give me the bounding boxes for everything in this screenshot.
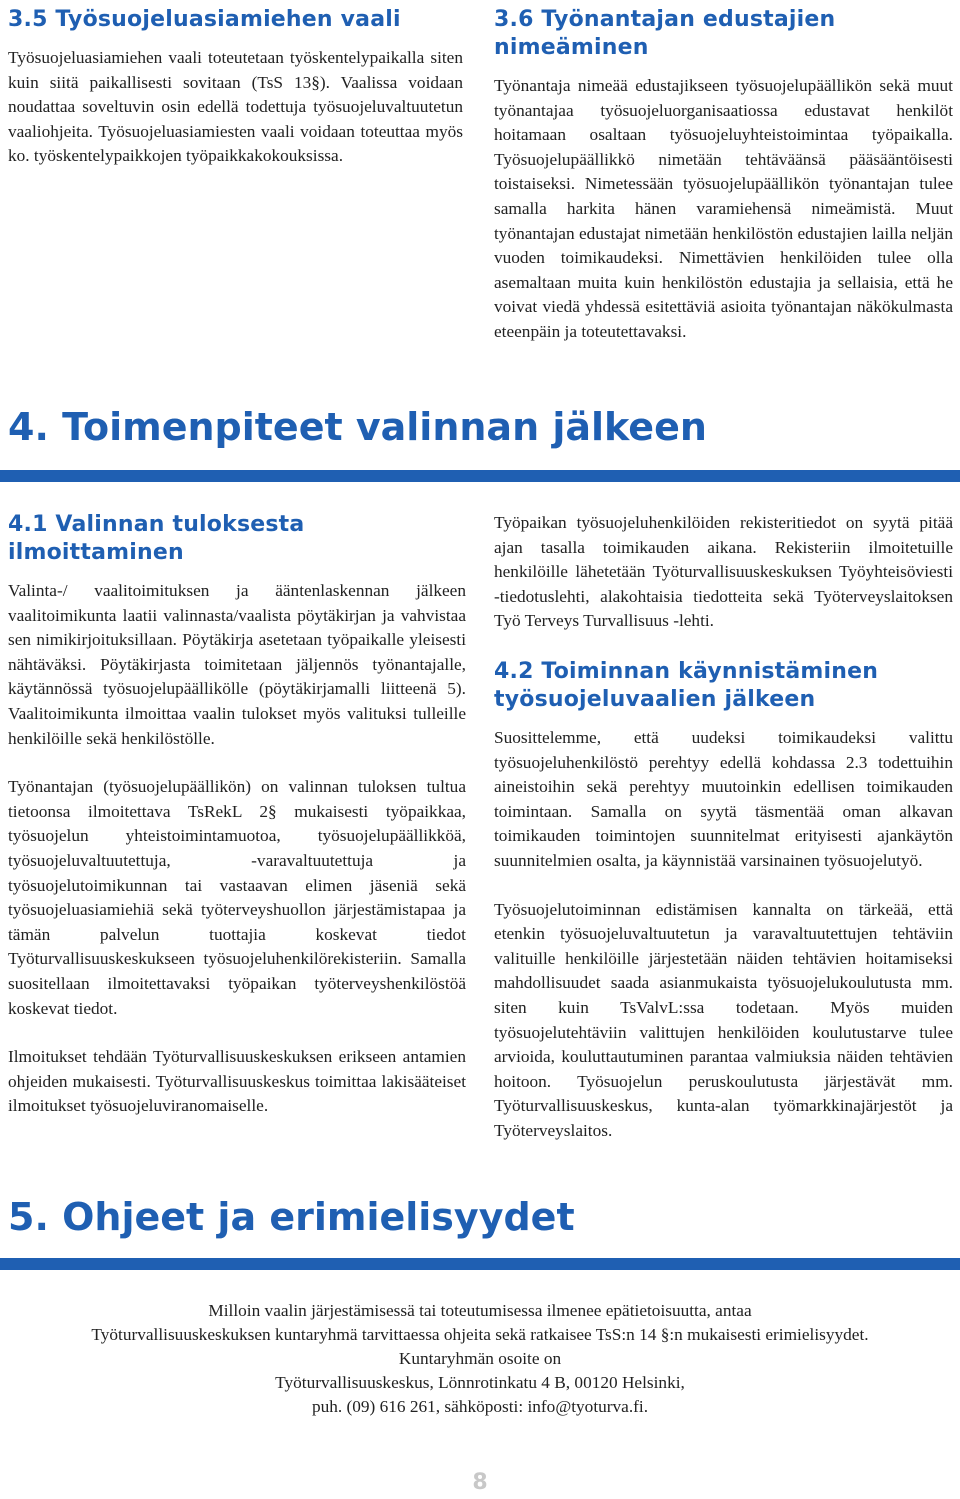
chapter-5-heading: 5. Ohjeet ja erimielisyydet xyxy=(8,1195,575,1239)
section-3-6-heading: 3.6 Työnantajan edustajien nimeäminen xyxy=(494,7,836,60)
section-3-5-paragraph: Työsuojeluasiamiehen vaali toteutetaan työskentelypaikalla siten kuin siitä paikallisesti sovitaan (TsS 13§). Vaalissa voidaan noudattaa soveltuvin osin edellä todettuja työsuojeluvaltuutetun vaaliohjeita. Työsuojeluasiamiesten vaali voidaan toteuttaa myös ko. työskentelypaikkojen työpaikkakokouksissa. xyxy=(8,48,463,166)
section-4-1-paragraph-1: Valinta-/ vaalitoimituksen ja ääntenlaskennan jälkeen vaalitoimikunta laatii valinnasta/vaalista pöytäkirjan ja vahvistaa sen nimikirjoituksillaan. Pöytäkirja asetetaan työpaikalle yleisesti nähtäväksi. Pöytäkirjasta toimitetaan jäljennös työnantajalle, käytännössä työsuojelupäällikölle (pöytäkirjamalli liitteenä 5). Vaalitoimikunta ilmoittaa vaalin tulokset myös valituksi tulleille henkilöille sekä henkilöstölle. xyxy=(8,581,466,748)
chapter-5-divider xyxy=(0,1258,960,1270)
section-4-1-continued-paragraph: Työpaikan työsuojeluhenkilöiden rekisteritiedot on syytä pitää ajan tasalla toimikauden aikana. Rekisteriin ilmoitetuille henkilöille lähetetään Työturvallisuuskeskuksen Työyhteisöviesti -tiedotuslehti, alakohtaisia tiedotteita sekä Työterveyslaitoksen Työ Terveys Turvallisuus -lehti. xyxy=(494,513,953,631)
contact-phone-email: puh. (09) 616 261, sähköposti: info@tyoturva.fi. xyxy=(311,1397,649,1416)
chapter-4-divider xyxy=(0,470,960,482)
contact-line: Milloin vaalin järjestämisessä tai toteutumisessa ilmenee epätietoisuutta, antaa xyxy=(208,1301,752,1320)
chapter-4-heading: 4. Toimenpiteet valinnan jälkeen xyxy=(8,405,707,449)
section-3-5 xyxy=(8,6,463,193)
section-4-2-paragraph-2: Työsuojelutoiminnan edistämisen kannalta on tärkeää, että etenkin työsuojeluvaltuutetun ja varavaltuutettujen tehtäviin valituille henkilöille järjestetään näiden tehtävien hoitamiseksi mahdollisuudet saada asianmukaista työsuojelukoulutusta mm. siten kuin TsValvL:ssa todetaan. Myös muiden työsuojelutehtäviin valittujen henkilöiden koulutustarve tulee arvioida, kouluttautuminen parantaa valmiuksia näiden tehtävien hoitoon. Työsuojelun peruskoulutusta järjestävät mm. Työturvallisuuskeskus, kunta-alan työmarkkinajärjestöt ja Työterveyslaitos. xyxy=(494,899,953,1140)
right-column-chapter-4 xyxy=(494,511,953,1167)
section-4-1-paragraph-3: Ilmoitukset tehdään Työturvallisuuskeskuksen erikseen antamien ohjeiden mukaisesti. Työturvallisuuskeskus toimittaa lakisääteiset ilmoitukset työsuojeluviranomaiselle. xyxy=(8,1047,466,1116)
contact-block xyxy=(0,1299,960,1419)
page-number: 8 xyxy=(472,1470,488,1495)
section-4-1-paragraph-2: Työnantajan (työsuojelupäällikön) on valinnan tuloksen tultua tietoonsa ilmoitettava TsRekL 2§ mukaisesti työpaikkaa, työsuojelun yhteistoimintamuotoa, työsuojelupäällikköä, työsuojeluvaltuutettuja, -varavaltuutettuja ja työsuojelutoimikunnan tai vastaavan elimen jäseniä sekä työsuojeluasiamiehiä sekä työterveyshuollon järjestämistapaa ja tämän palvelun tuottajia koskevat tiedot Työturvallisuuskeskukseen työsuojeluhenkilörekisteriin. Samalla suositellaan ilmoitettavaksi työpaikan työterveyshenkilöstöä koskevat tiedot. xyxy=(8,777,466,1018)
contact-address: Työturvallisuuskeskus, Lönnrotinkatu 4 B, 00120 Helsinki, xyxy=(275,1373,685,1392)
contact-line: Kuntaryhmän osoite on xyxy=(398,1349,562,1368)
section-3-6-paragraph: Työnantaja nimeää edustajikseen työsuojelupäällikön sekä muut työnantajaa työsuojeluorganisaatiossa edustavat henkilöt hoitamaan osaltaan työsuojeluyhteistoimintaa työpaikalla. Työsuojelupäällikkö nimetään tehtäväänsä pääsääntöisesti toistaiseksi. Nimetessään työsuojelupäällikön työnantajan tulee samalla harkita hänen varamiehensä nimeämistä. Muut työnantajan edustajat nimetään henkilöstön edustajien lailla neljän vuoden toimikaudeksi. Nimettävien henkilöiden tulee olla asemaltaan muita kuin henkilöstön edustajia ja sellaisia, että he voivat viedä yhdessä esitettäviä asioita työnantajan näkökulmasta eteenpäin ja toteutettavaksi. xyxy=(494,76,953,341)
section-4-2-heading: 4.2 Toiminnan käynnistäminen työsuojeluvaalien jälkeen xyxy=(494,658,879,712)
section-3-5-heading: 3.5 Työsuojeluasiamiehen vaali xyxy=(8,7,401,32)
section-3-6 xyxy=(494,6,953,369)
section-4-1 xyxy=(8,511,466,1143)
contact-line: Työturvallisuuskeskuksen kuntaryhmä tarvittaessa ohjeita sekä ratkaisee TsS:n 14 §:n mukaisesti erimielisyydet. xyxy=(91,1325,869,1344)
section-4-2-paragraph-1: Suosittelemme, että uudeksi toimikaudeksi valittu työsuojeluhenkilöstö perehtyy edellä kohdassa 2.3 todettuihin aineistoihin sekä perehtyy muutoinkin edellisen toimikauden toimintaan. Samalla on syytä täsmentää oman alkavan toimikauden toimintojen suunnitelmat erityisesti ajankäytön suunnitelmien osalta, ja käynnistää varsinainen työsuojelutyö. xyxy=(494,727,953,870)
section-4-1-heading: 4.1 Valinnan tuloksesta ilmoittaminen xyxy=(8,512,305,565)
